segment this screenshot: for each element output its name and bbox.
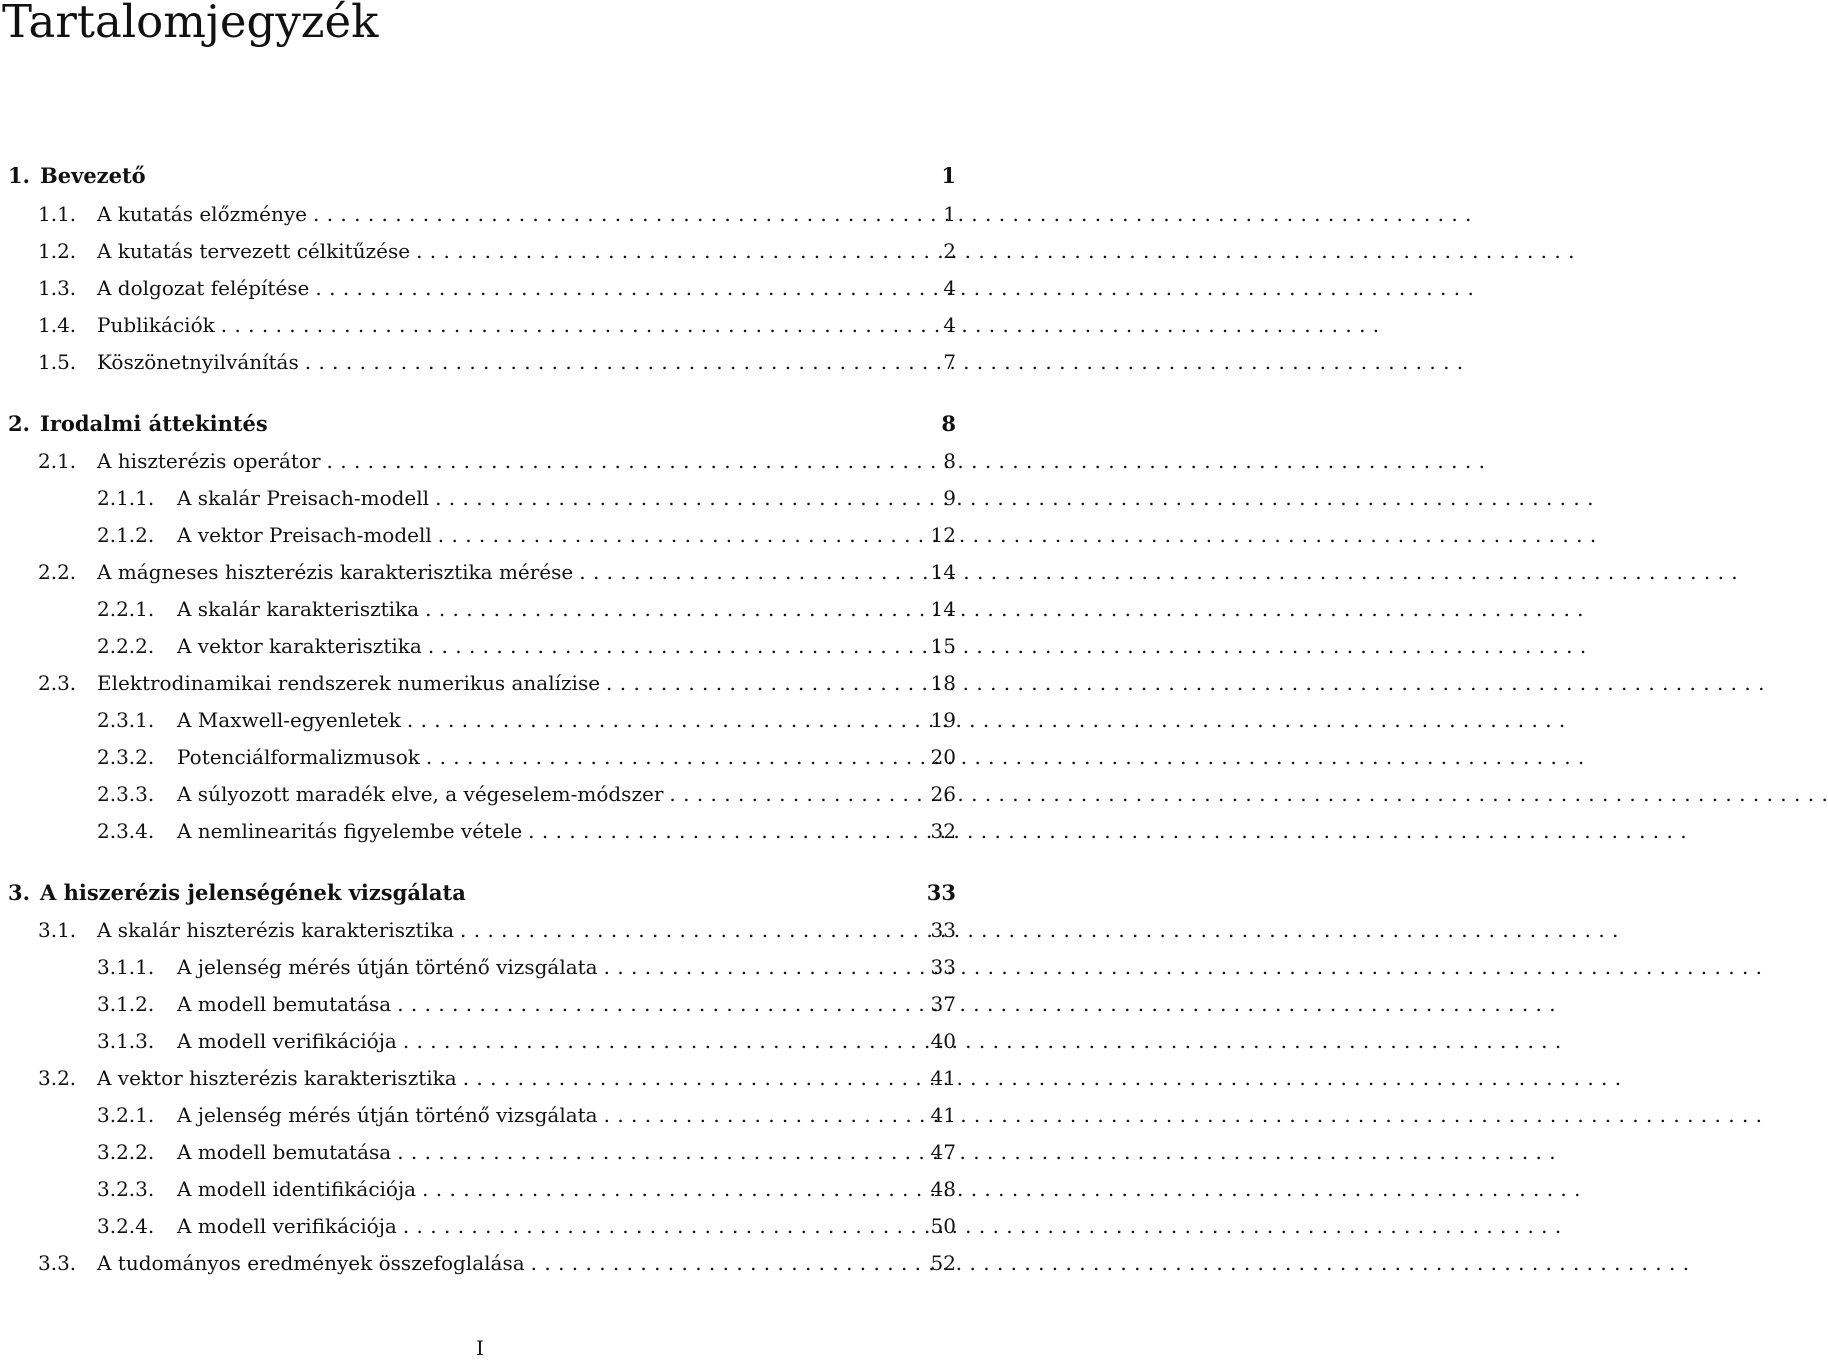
toc-entry-title: A skalár karakterisztika — [177, 597, 420, 621]
toc-entry-page: 15 — [930, 634, 956, 658]
page-title: Tartalomjegyzék — [2, 0, 379, 48]
toc-entry-title: A Maxwell-egyenletek — [177, 708, 401, 732]
toc-entry[interactable] — [97, 594, 956, 624]
toc-entry-title: A hiszerézis jelenségének vizsgálata — [40, 880, 466, 905]
dot-leader — [313, 199, 933, 229]
toc-entry-page: 4 — [943, 276, 956, 300]
toc-entry-page: 32 — [930, 819, 956, 843]
toc-entry-title: A modell bemutatása — [177, 992, 392, 1016]
toc-entry[interactable] — [38, 236, 956, 266]
dot-leader — [604, 952, 921, 982]
toc-entry-number: 1.3. — [38, 276, 77, 300]
toc-entry-page: 50 — [930, 1214, 956, 1238]
toc-entry-number: 3.2. — [38, 1066, 77, 1090]
toc-entry-number: 3.2.3. — [97, 1177, 155, 1201]
toc-entry-number: 3.1. — [38, 918, 77, 942]
toc-entry[interactable] — [97, 779, 956, 809]
dot-leader — [416, 236, 933, 266]
toc-entry-number: 3.3. — [38, 1251, 77, 1275]
toc-entry-number: 2.3.1. — [97, 708, 155, 732]
toc-entry[interactable] — [38, 1248, 956, 1278]
toc-entry-title: A modell identifikációja — [177, 1177, 417, 1201]
toc-entry-title: A jelenség mérés útján történő vizsgálata — [177, 1103, 598, 1127]
toc-entry-page: 14 — [930, 597, 956, 621]
dot-leader — [422, 1174, 920, 1204]
toc-entry-title: A vektor karakterisztika — [177, 634, 422, 658]
toc-entry-number: 3.2.1. — [97, 1103, 155, 1127]
toc-entry-page: 48 — [930, 1177, 956, 1201]
toc-entry-title: A hiszterézis operátor — [97, 449, 321, 473]
toc-entry-page: 26 — [930, 782, 956, 806]
toc-entry[interactable] — [97, 1100, 956, 1130]
toc-entry-number: 2.1. — [38, 449, 77, 473]
dot-leader — [426, 742, 921, 772]
toc-entry[interactable] — [38, 310, 956, 340]
toc-entry-title: Köszönetnyilvánítás — [97, 350, 299, 374]
toc-entry-page: 20 — [930, 745, 956, 769]
toc-entry-title: Bevezető — [40, 163, 146, 188]
dot-leader — [397, 1137, 920, 1167]
dot-leader — [531, 1248, 921, 1278]
toc-entry-number: 3.1.3. — [97, 1029, 155, 1053]
toc-entry[interactable] — [97, 989, 956, 1019]
toc-entry-page: 12 — [930, 523, 956, 547]
dot-leader — [463, 1063, 921, 1093]
dot-leader — [428, 631, 921, 661]
toc-entry-title: A jelenség mérés útján történő vizsgálata — [177, 955, 598, 979]
toc-entry-page: 41 — [930, 1103, 956, 1127]
toc-entry-number: 2.3. — [38, 671, 77, 695]
toc-entry-title: Publikációk — [97, 313, 215, 337]
toc-entry-title: A modell bemutatása — [177, 1140, 392, 1164]
toc-entry-title: A modell verifikációja — [177, 1029, 397, 1053]
toc-entry-number: 3.1.1. — [97, 955, 155, 979]
toc-entry[interactable] — [97, 520, 956, 550]
toc-entry-page: 52 — [930, 1251, 956, 1275]
toc-entry[interactable] — [97, 1137, 956, 1167]
dot-leader — [435, 483, 933, 513]
toc-entry[interactable] — [97, 483, 956, 513]
toc-entry[interactable] — [38, 557, 956, 587]
toc-entry-page: 33 — [926, 880, 956, 905]
toc-entry-title: A dolgozat felépítése — [97, 276, 310, 300]
dot-leader — [604, 1100, 921, 1130]
toc-entry-number: 3.2.4. — [97, 1214, 155, 1238]
toc-entry[interactable] — [38, 668, 956, 698]
dot-leader — [315, 273, 933, 303]
toc-entry[interactable] — [97, 631, 956, 661]
toc-entry-number: 2.2.2. — [97, 634, 155, 658]
toc-entry-number: 1.5. — [38, 350, 77, 374]
dot-leader — [579, 557, 920, 587]
toc-entry-page: 1 — [941, 163, 956, 188]
toc-chapter-entry[interactable] — [8, 409, 956, 439]
dot-leader — [407, 705, 921, 735]
toc-entry-title: A skalár Preisach-modell — [177, 486, 430, 510]
toc-entry[interactable] — [38, 915, 956, 945]
toc-entry-page: 2 — [943, 239, 956, 263]
toc-entry-title: Irodalmi áttekintés — [40, 411, 268, 436]
dot-leader — [403, 1026, 921, 1056]
toc-entry[interactable] — [38, 199, 956, 229]
toc-entry-title: A kutatás előzménye — [97, 202, 307, 226]
toc-entry-number: 3.1.2. — [97, 992, 155, 1016]
toc-entry-page: 19 — [930, 708, 956, 732]
toc-entry[interactable] — [38, 347, 956, 377]
dot-leader — [397, 989, 920, 1019]
toc-entry-title: A tudományos eredmények összefoglalása — [97, 1251, 525, 1275]
toc-entry-number: 2.2.1. — [97, 597, 155, 621]
dot-leader — [528, 816, 920, 846]
dot-leader — [403, 1211, 921, 1241]
toc-entry-number: 2.3.2. — [97, 745, 155, 769]
dot-leader — [221, 310, 934, 340]
toc-entry-number: 2. — [8, 411, 30, 436]
dot-leader — [460, 915, 921, 945]
toc-entry-title: A súlyozott maradék elve, a végeselem-módszer — [177, 782, 664, 806]
dot-leader — [425, 594, 920, 624]
toc-entry-number: 3.2.2. — [97, 1140, 155, 1164]
toc-entry-page: 9 — [943, 486, 956, 510]
toc-entry[interactable] — [97, 1174, 956, 1204]
toc-entry-number: 1.2. — [38, 239, 77, 263]
toc-entry-title: A mágneses hiszterézis karakterisztika mérése — [97, 560, 574, 584]
toc-entry-title: Potenciálformalizmusok — [177, 745, 420, 769]
toc-entry[interactable] — [38, 446, 956, 476]
page-number: I — [476, 1336, 484, 1360]
toc-entry-page: 37 — [930, 992, 956, 1016]
toc-entry-page: 33 — [930, 955, 956, 979]
dot-leader — [606, 668, 921, 698]
toc-entry-page: 33 — [930, 918, 956, 942]
toc-entry-title: A kutatás tervezett célkitűzése — [97, 239, 411, 263]
toc-entry-number: 1.4. — [38, 313, 77, 337]
toc-entry-number: 2.3.4. — [97, 819, 155, 843]
toc-entry-page: 40 — [930, 1029, 956, 1053]
dot-leader — [438, 520, 921, 550]
toc-entry-page: 4 — [943, 313, 956, 337]
toc-entry-page: 8 — [941, 411, 956, 436]
toc-entry[interactable] — [97, 816, 956, 846]
toc-entry[interactable] — [97, 742, 956, 772]
toc-entry-title: A modell verifikációja — [177, 1214, 397, 1238]
dot-leader — [327, 446, 934, 476]
toc-entry-title: Elektrodinamikai rendszerek numerikus analízise — [97, 671, 601, 695]
toc-entry-page: 1 — [943, 202, 956, 226]
toc-chapter-entry[interactable] — [8, 161, 956, 191]
toc-entry[interactable] — [38, 273, 956, 303]
toc-entry[interactable] — [97, 1211, 956, 1241]
toc-entry[interactable] — [97, 705, 956, 735]
toc-entry-number: 2.2. — [38, 560, 77, 584]
toc-entry-page: 47 — [930, 1140, 956, 1164]
toc-entry-title: A vektor hiszterézis karakterisztika — [97, 1066, 457, 1090]
toc-entry-number: 2.1.2. — [97, 523, 155, 547]
toc-entry-number: 2.1.1. — [97, 486, 155, 510]
toc-entry[interactable] — [97, 1026, 956, 1056]
dot-leader — [669, 779, 920, 809]
toc-entry-page: 14 — [930, 560, 956, 584]
toc-entry-number: 1.1. — [38, 202, 77, 226]
toc-entry-number: 3. — [8, 880, 30, 905]
toc-entry-title: A vektor Preisach-modell — [177, 523, 432, 547]
toc-entry-title: A skalár hiszterézis karakterisztika — [97, 918, 455, 942]
toc-entry[interactable] — [38, 1063, 956, 1093]
toc-chapter-entry[interactable] — [8, 878, 956, 908]
toc-entry-number: 1. — [8, 163, 30, 188]
toc-entry[interactable] — [97, 952, 956, 982]
toc-entry-number: 2.3.3. — [97, 782, 155, 806]
toc-entry-page: 7 — [943, 350, 956, 374]
toc-entry-page: 8 — [943, 449, 956, 473]
toc-entry-page: 18 — [930, 671, 956, 695]
toc-entry-title: A nemlinearitás figyelembe vétele — [177, 819, 523, 843]
toc-entry-page: 41 — [930, 1066, 956, 1090]
dot-leader — [305, 347, 934, 377]
